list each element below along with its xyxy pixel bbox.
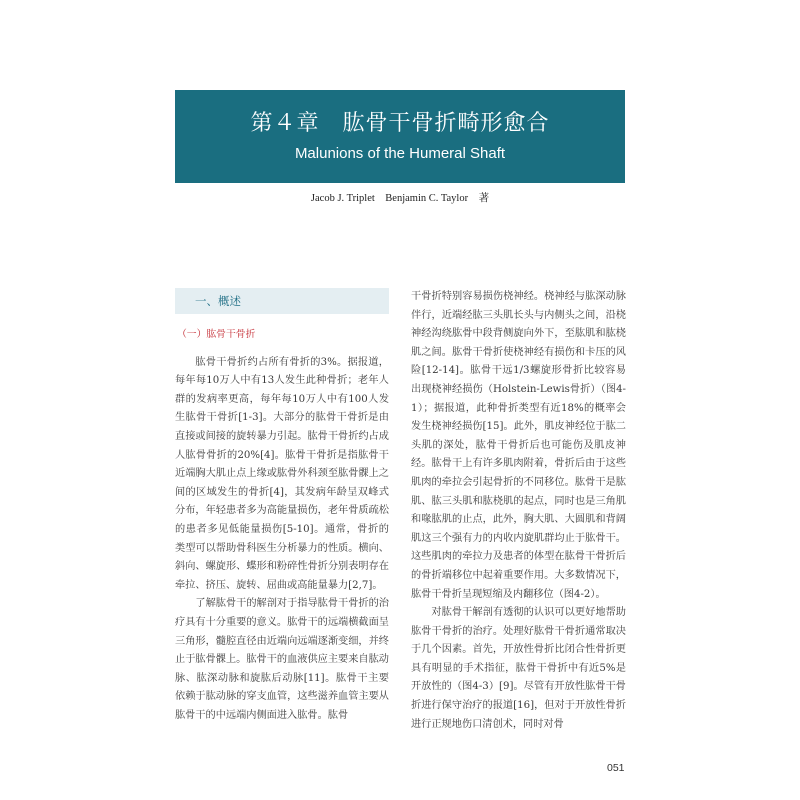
chapter-banner (175, 90, 625, 183)
paragraph: 肱骨干骨折约占所有骨折的3%。据报道，每年每10万人中有13人发生此种骨折；老年人群的发病率更高，每年每10万人中有100人发生肱骨干骨折[1-3]。大部分的肱骨干骨折是由直接或间接的旋转暴力引起。肱骨干骨折约占成人肱骨骨折的20%[4]。肱骨干骨折是指肱骨干近端胸大肌止点上缘或肱骨外科颈至肱骨髁上之间的区域发生的骨折[4]，其发病年龄呈双峰式分布，年轻患者多为高能量损伤，老年骨质疏松的患者多见低能量损伤[5-10]。通常，骨折的类型可以帮助骨科医生分析暴力的性质。横向、斜向、螺旋形、蝶形和粉碎性骨折分别表明存在牵拉、挤压、旋转、屈曲或高能量暴力[2,7]。 (175, 356, 389, 591)
paragraph: 对肱骨干解剖有透彻的认识可以更好地帮助肱骨干骨折的治疗。处理好肱骨干骨折通常取决于几个因素。首先，开放性骨折比闭合性骨折更具有明显的手术指征，肱骨干骨折中有近5%是开放性的（图4-3）[9]。尽管有开放性肱骨干骨折进行保守治疗的报道[16]，但对于开放性骨折进行正规地伤口清创术，同时对骨 (411, 607, 626, 730)
page-number: 051 (607, 762, 625, 774)
section-heading: 一、概述 (175, 288, 389, 314)
subsection-heading: （一）肱骨干骨折 (177, 329, 256, 340)
paragraph: 了解肱骨干的解剖对于指导肱骨干骨折的治疗具有十分重要的意义。肱骨干的远端横截面呈三角形，髓腔直径由近端向远端逐渐变细，并终止于肱骨髁上。肱骨干的血液供应主要来自肱动脉、肱深动脉和旋肱后动脉[11]。肱骨干主要依赖于肱动脉的穿支血管，这些滋养血管主要从肱骨干的中远端内侧面进入肱骨。肱骨 (175, 598, 389, 721)
chapter-authors: Jacob J. Triplet Benjamin C. Taylor 著 (310, 193, 490, 204)
chapter-title-chinese: 第４章 肱骨干骨折畸形愈合 (250, 111, 550, 136)
paragraph: 干骨折特别容易损伤桡神经。桡神经与肱深动脉伴行，近端经肱三头肌长头与内侧头之间，沿桡神经沟绕肱骨中段背侧旋向外下，至肱肌和肱桡肌之间。肱骨干骨折使桡神经有损伤和卡压的风险[12-14]。肱骨干远1/3螺旋形骨折比较容易出现桡神经损伤（Holstein-Lewis骨折）（图4-1）；据报道，此种骨折类型有近18%的概率会发生桡神经损伤[15]。此外，肌皮神经位于肱二头肌的深处，肱骨干骨折后也可能伤及肌皮神经。肱骨干上有许多肌肉附着，骨折后由于这些肌肉的牵拉会引起骨折的不同移位。肱骨干是肱肌、肱三头肌和肱桡肌的起点，同时也是三角肌和喙肱肌的止点，此外，胸大肌、大圆肌和背阔肌这三个强有力的内收内旋肌群均止于肱骨干。这些肌肉的牵拉力及患者的体型在肱骨干骨折后的骨折端移位中起着重要作用。大多数情况下，肱骨干骨折呈现短缩及内翻移位（图4-2）。 (411, 291, 626, 600)
left-text-column (175, 288, 389, 725)
chapter-title-english: Malunions of the Humeral Shaft (294, 145, 506, 162)
right-text-column (411, 288, 626, 734)
